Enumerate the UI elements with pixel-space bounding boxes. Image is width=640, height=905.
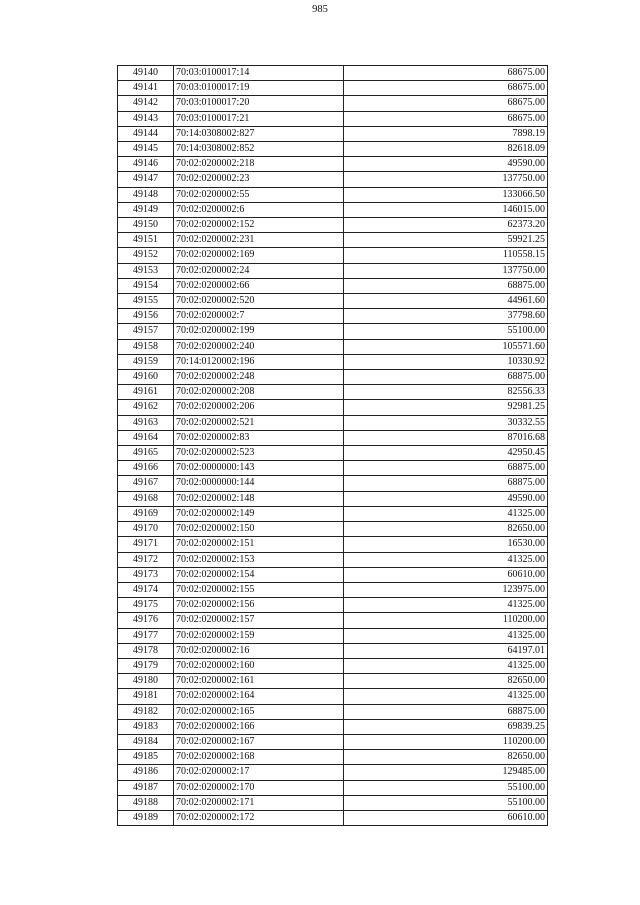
row-number-cell: 49167	[118, 476, 174, 491]
amount-cell: 49590.00	[344, 491, 548, 506]
cadastral-code-cell: 70:02:0200002:168	[174, 750, 344, 765]
amount-cell: 110200.00	[344, 613, 548, 628]
cadastral-code-cell: 70:02:0200002:161	[174, 674, 344, 689]
row-number-cell: 49182	[118, 704, 174, 719]
table-row	[118, 476, 548, 491]
cadastral-code-cell: 70:02:0200002:156	[174, 598, 344, 613]
row-number-cell: 49188	[118, 795, 174, 810]
row-number-cell: 49140	[118, 66, 174, 81]
cadastral-code-cell: 70:02:0200002:16	[174, 643, 344, 658]
cadastral-code-cell: 70:03:0100017:19	[174, 81, 344, 96]
cadastral-code-cell: 70:02:0200002:148	[174, 491, 344, 506]
row-number-cell: 49157	[118, 324, 174, 339]
row-number-cell: 49158	[118, 339, 174, 354]
registry-table-body	[118, 66, 548, 826]
amount-cell: 42950.45	[344, 446, 548, 461]
amount-cell: 68875.00	[344, 370, 548, 385]
table-row	[118, 582, 548, 597]
table-row	[118, 643, 548, 658]
row-number-cell: 49159	[118, 354, 174, 369]
cadastral-code-cell: 70:02:0200002:23	[174, 172, 344, 187]
row-number-cell: 49162	[118, 400, 174, 415]
cadastral-code-cell: 70:02:0200002:6	[174, 202, 344, 217]
table-row	[118, 126, 548, 141]
amount-cell: 82650.00	[344, 522, 548, 537]
amount-cell: 68875.00	[344, 461, 548, 476]
amount-cell: 82650.00	[344, 674, 548, 689]
row-number-cell: 49170	[118, 522, 174, 537]
table-row	[118, 446, 548, 461]
amount-cell: 59921.25	[344, 233, 548, 248]
cadastral-code-cell: 70:02:0200002:199	[174, 324, 344, 339]
cadastral-code-cell: 70:02:0200002:169	[174, 248, 344, 263]
cadastral-code-cell: 70:02:0200002:167	[174, 734, 344, 749]
cadastral-code-cell: 70:14:0308002:852	[174, 142, 344, 157]
table-row	[118, 689, 548, 704]
row-number-cell: 49176	[118, 613, 174, 628]
row-number-cell: 49181	[118, 689, 174, 704]
amount-cell: 69839.25	[344, 719, 548, 734]
cadastral-code-cell: 70:14:0308002:827	[174, 126, 344, 141]
amount-cell: 92981.25	[344, 400, 548, 415]
table-row	[118, 765, 548, 780]
amount-cell: 41325.00	[344, 689, 548, 704]
amount-cell: 105571.60	[344, 339, 548, 354]
row-number-cell: 49156	[118, 309, 174, 324]
amount-cell: 55100.00	[344, 324, 548, 339]
amount-cell: 41325.00	[344, 552, 548, 567]
table-row	[118, 461, 548, 476]
row-number-cell: 49172	[118, 552, 174, 567]
table-row	[118, 552, 548, 567]
row-number-cell: 49185	[118, 750, 174, 765]
cadastral-code-cell: 70:03:0100017:20	[174, 96, 344, 111]
amount-cell: 68675.00	[344, 96, 548, 111]
amount-cell: 16530.00	[344, 537, 548, 552]
table-row	[118, 628, 548, 643]
table-row	[118, 795, 548, 810]
amount-cell: 68875.00	[344, 704, 548, 719]
amount-cell: 68675.00	[344, 111, 548, 126]
table-row	[118, 370, 548, 385]
table-row	[118, 218, 548, 233]
amount-cell: 123975.00	[344, 582, 548, 597]
cadastral-code-cell: 70:02:0200002:55	[174, 187, 344, 202]
table-row	[118, 354, 548, 369]
cadastral-code-cell: 70:02:0200002:151	[174, 537, 344, 552]
row-number-cell: 49153	[118, 263, 174, 278]
cadastral-code-cell: 70:02:0200002:66	[174, 278, 344, 293]
amount-cell: 41325.00	[344, 658, 548, 673]
amount-cell: 82618.09	[344, 142, 548, 157]
amount-cell: 110200.00	[344, 734, 548, 749]
row-number-cell: 49151	[118, 233, 174, 248]
cadastral-code-cell: 70:02:0200002:160	[174, 658, 344, 673]
table-row	[118, 172, 548, 187]
row-number-cell: 49189	[118, 810, 174, 825]
amount-cell: 62373.20	[344, 218, 548, 233]
cadastral-code-cell: 70:02:0200002:17	[174, 765, 344, 780]
amount-cell: 133066.50	[344, 187, 548, 202]
cadastral-code-cell: 70:02:0200002:164	[174, 689, 344, 704]
cadastral-code-cell: 70:02:0200002:218	[174, 157, 344, 172]
table-row	[118, 506, 548, 521]
amount-cell: 60610.00	[344, 567, 548, 582]
row-number-cell: 49180	[118, 674, 174, 689]
cadastral-code-cell: 70:02:0200002:155	[174, 582, 344, 597]
row-number-cell: 49155	[118, 294, 174, 309]
row-number-cell: 49160	[118, 370, 174, 385]
amount-cell: 68675.00	[344, 81, 548, 96]
row-number-cell: 49187	[118, 780, 174, 795]
amount-cell: 68875.00	[344, 476, 548, 491]
table-row	[118, 278, 548, 293]
cadastral-code-cell: 70:03:0100017:14	[174, 66, 344, 81]
row-number-cell: 49175	[118, 598, 174, 613]
row-number-cell: 49142	[118, 96, 174, 111]
cadastral-code-cell: 70:02:0200002:170	[174, 780, 344, 795]
table-row	[118, 750, 548, 765]
row-number-cell: 49169	[118, 506, 174, 521]
amount-cell: 60610.00	[344, 810, 548, 825]
cadastral-code-cell: 70:02:0200002:152	[174, 218, 344, 233]
page-number: 985	[312, 4, 328, 15]
row-number-cell: 49161	[118, 385, 174, 400]
amount-cell: 137750.00	[344, 172, 548, 187]
table-row	[118, 704, 548, 719]
table-row	[118, 719, 548, 734]
row-number-cell: 49179	[118, 658, 174, 673]
row-number-cell: 49145	[118, 142, 174, 157]
row-number-cell: 49184	[118, 734, 174, 749]
row-number-cell: 49146	[118, 157, 174, 172]
table-row	[118, 734, 548, 749]
table-row	[118, 674, 548, 689]
cadastral-code-cell: 70:02:0200002:83	[174, 430, 344, 445]
amount-cell: 41325.00	[344, 628, 548, 643]
table-row	[118, 598, 548, 613]
table-row	[118, 309, 548, 324]
row-number-cell: 49178	[118, 643, 174, 658]
cadastral-code-cell: 70:02:0200002:154	[174, 567, 344, 582]
cadastral-code-cell: 70:02:0200002:24	[174, 263, 344, 278]
amount-cell: 41325.00	[344, 598, 548, 613]
cadastral-code-cell: 70:02:0200002:165	[174, 704, 344, 719]
row-number-cell: 49147	[118, 172, 174, 187]
table-row	[118, 658, 548, 673]
registry-table	[117, 65, 548, 826]
table-row	[118, 339, 548, 354]
table-row	[118, 430, 548, 445]
row-number-cell: 49150	[118, 218, 174, 233]
table-row	[118, 415, 548, 430]
table-row	[118, 187, 548, 202]
cadastral-code-cell: 70:02:0200002:7	[174, 309, 344, 324]
cadastral-code-cell: 70:02:0200002:523	[174, 446, 344, 461]
amount-cell: 68875.00	[344, 278, 548, 293]
cadastral-code-cell: 70:02:0200002:171	[174, 795, 344, 810]
table-row	[118, 522, 548, 537]
amount-cell: 10330.92	[344, 354, 548, 369]
row-number-cell: 49168	[118, 491, 174, 506]
row-number-cell: 49174	[118, 582, 174, 597]
row-number-cell: 49166	[118, 461, 174, 476]
amount-cell: 7898.19	[344, 126, 548, 141]
table-row	[118, 66, 548, 81]
amount-cell: 82556.33	[344, 385, 548, 400]
table-row	[118, 810, 548, 825]
cadastral-code-cell: 70:02:0200002:240	[174, 339, 344, 354]
row-number-cell: 49186	[118, 765, 174, 780]
table-row	[118, 81, 548, 96]
cadastral-code-cell: 70:02:0200002:153	[174, 552, 344, 567]
amount-cell: 41325.00	[344, 506, 548, 521]
amount-cell: 44961.60	[344, 294, 548, 309]
table-row	[118, 202, 548, 217]
row-number-cell: 49141	[118, 81, 174, 96]
table-row	[118, 400, 548, 415]
amount-cell: 87016.68	[344, 430, 548, 445]
row-number-cell: 49165	[118, 446, 174, 461]
amount-cell: 30332.55	[344, 415, 548, 430]
row-number-cell: 49152	[118, 248, 174, 263]
cadastral-code-cell: 70:02:0000000:143	[174, 461, 344, 476]
cadastral-code-cell: 70:02:0200002:159	[174, 628, 344, 643]
table-row	[118, 96, 548, 111]
row-number-cell: 49148	[118, 187, 174, 202]
table-row	[118, 385, 548, 400]
cadastral-code-cell: 70:03:0100017:21	[174, 111, 344, 126]
table-row	[118, 324, 548, 339]
amount-cell: 55100.00	[344, 780, 548, 795]
row-number-cell: 49143	[118, 111, 174, 126]
amount-cell: 55100.00	[344, 795, 548, 810]
cadastral-code-cell: 70:02:0200002:520	[174, 294, 344, 309]
row-number-cell: 49173	[118, 567, 174, 582]
cadastral-code-cell: 70:02:0200002:231	[174, 233, 344, 248]
amount-cell: 37798.60	[344, 309, 548, 324]
table-row	[118, 537, 548, 552]
table-row	[118, 233, 548, 248]
row-number-cell: 49163	[118, 415, 174, 430]
row-number-cell: 49144	[118, 126, 174, 141]
amount-cell: 82650.00	[344, 750, 548, 765]
cadastral-code-cell: 70:14:0120002:196	[174, 354, 344, 369]
row-number-cell: 49183	[118, 719, 174, 734]
table-row	[118, 157, 548, 172]
amount-cell: 68675.00	[344, 66, 548, 81]
cadastral-code-cell: 70:02:0200002:150	[174, 522, 344, 537]
row-number-cell: 49171	[118, 537, 174, 552]
table-row	[118, 111, 548, 126]
cadastral-code-cell: 70:02:0000000:144	[174, 476, 344, 491]
amount-cell: 129485.00	[344, 765, 548, 780]
cadastral-code-cell: 70:02:0200002:208	[174, 385, 344, 400]
table-row	[118, 780, 548, 795]
row-number-cell: 49154	[118, 278, 174, 293]
cadastral-code-cell: 70:02:0200002:149	[174, 506, 344, 521]
table-row	[118, 294, 548, 309]
cadastral-code-cell: 70:02:0200002:172	[174, 810, 344, 825]
amount-cell: 49590.00	[344, 157, 548, 172]
cadastral-code-cell: 70:02:0200002:248	[174, 370, 344, 385]
table-row	[118, 142, 548, 157]
table-row	[118, 248, 548, 263]
amount-cell: 137750.00	[344, 263, 548, 278]
cadastral-code-cell: 70:02:0200002:157	[174, 613, 344, 628]
table-row	[118, 567, 548, 582]
row-number-cell: 49177	[118, 628, 174, 643]
amount-cell: 146015.00	[344, 202, 548, 217]
cadastral-code-cell: 70:02:0200002:206	[174, 400, 344, 415]
amount-cell: 110558.15	[344, 248, 548, 263]
table-row	[118, 491, 548, 506]
amount-cell: 64197.01	[344, 643, 548, 658]
row-number-cell: 49149	[118, 202, 174, 217]
row-number-cell: 49164	[118, 430, 174, 445]
cadastral-code-cell: 70:02:0200002:166	[174, 719, 344, 734]
table-row	[118, 613, 548, 628]
cadastral-code-cell: 70:02:0200002:521	[174, 415, 344, 430]
table-row	[118, 263, 548, 278]
